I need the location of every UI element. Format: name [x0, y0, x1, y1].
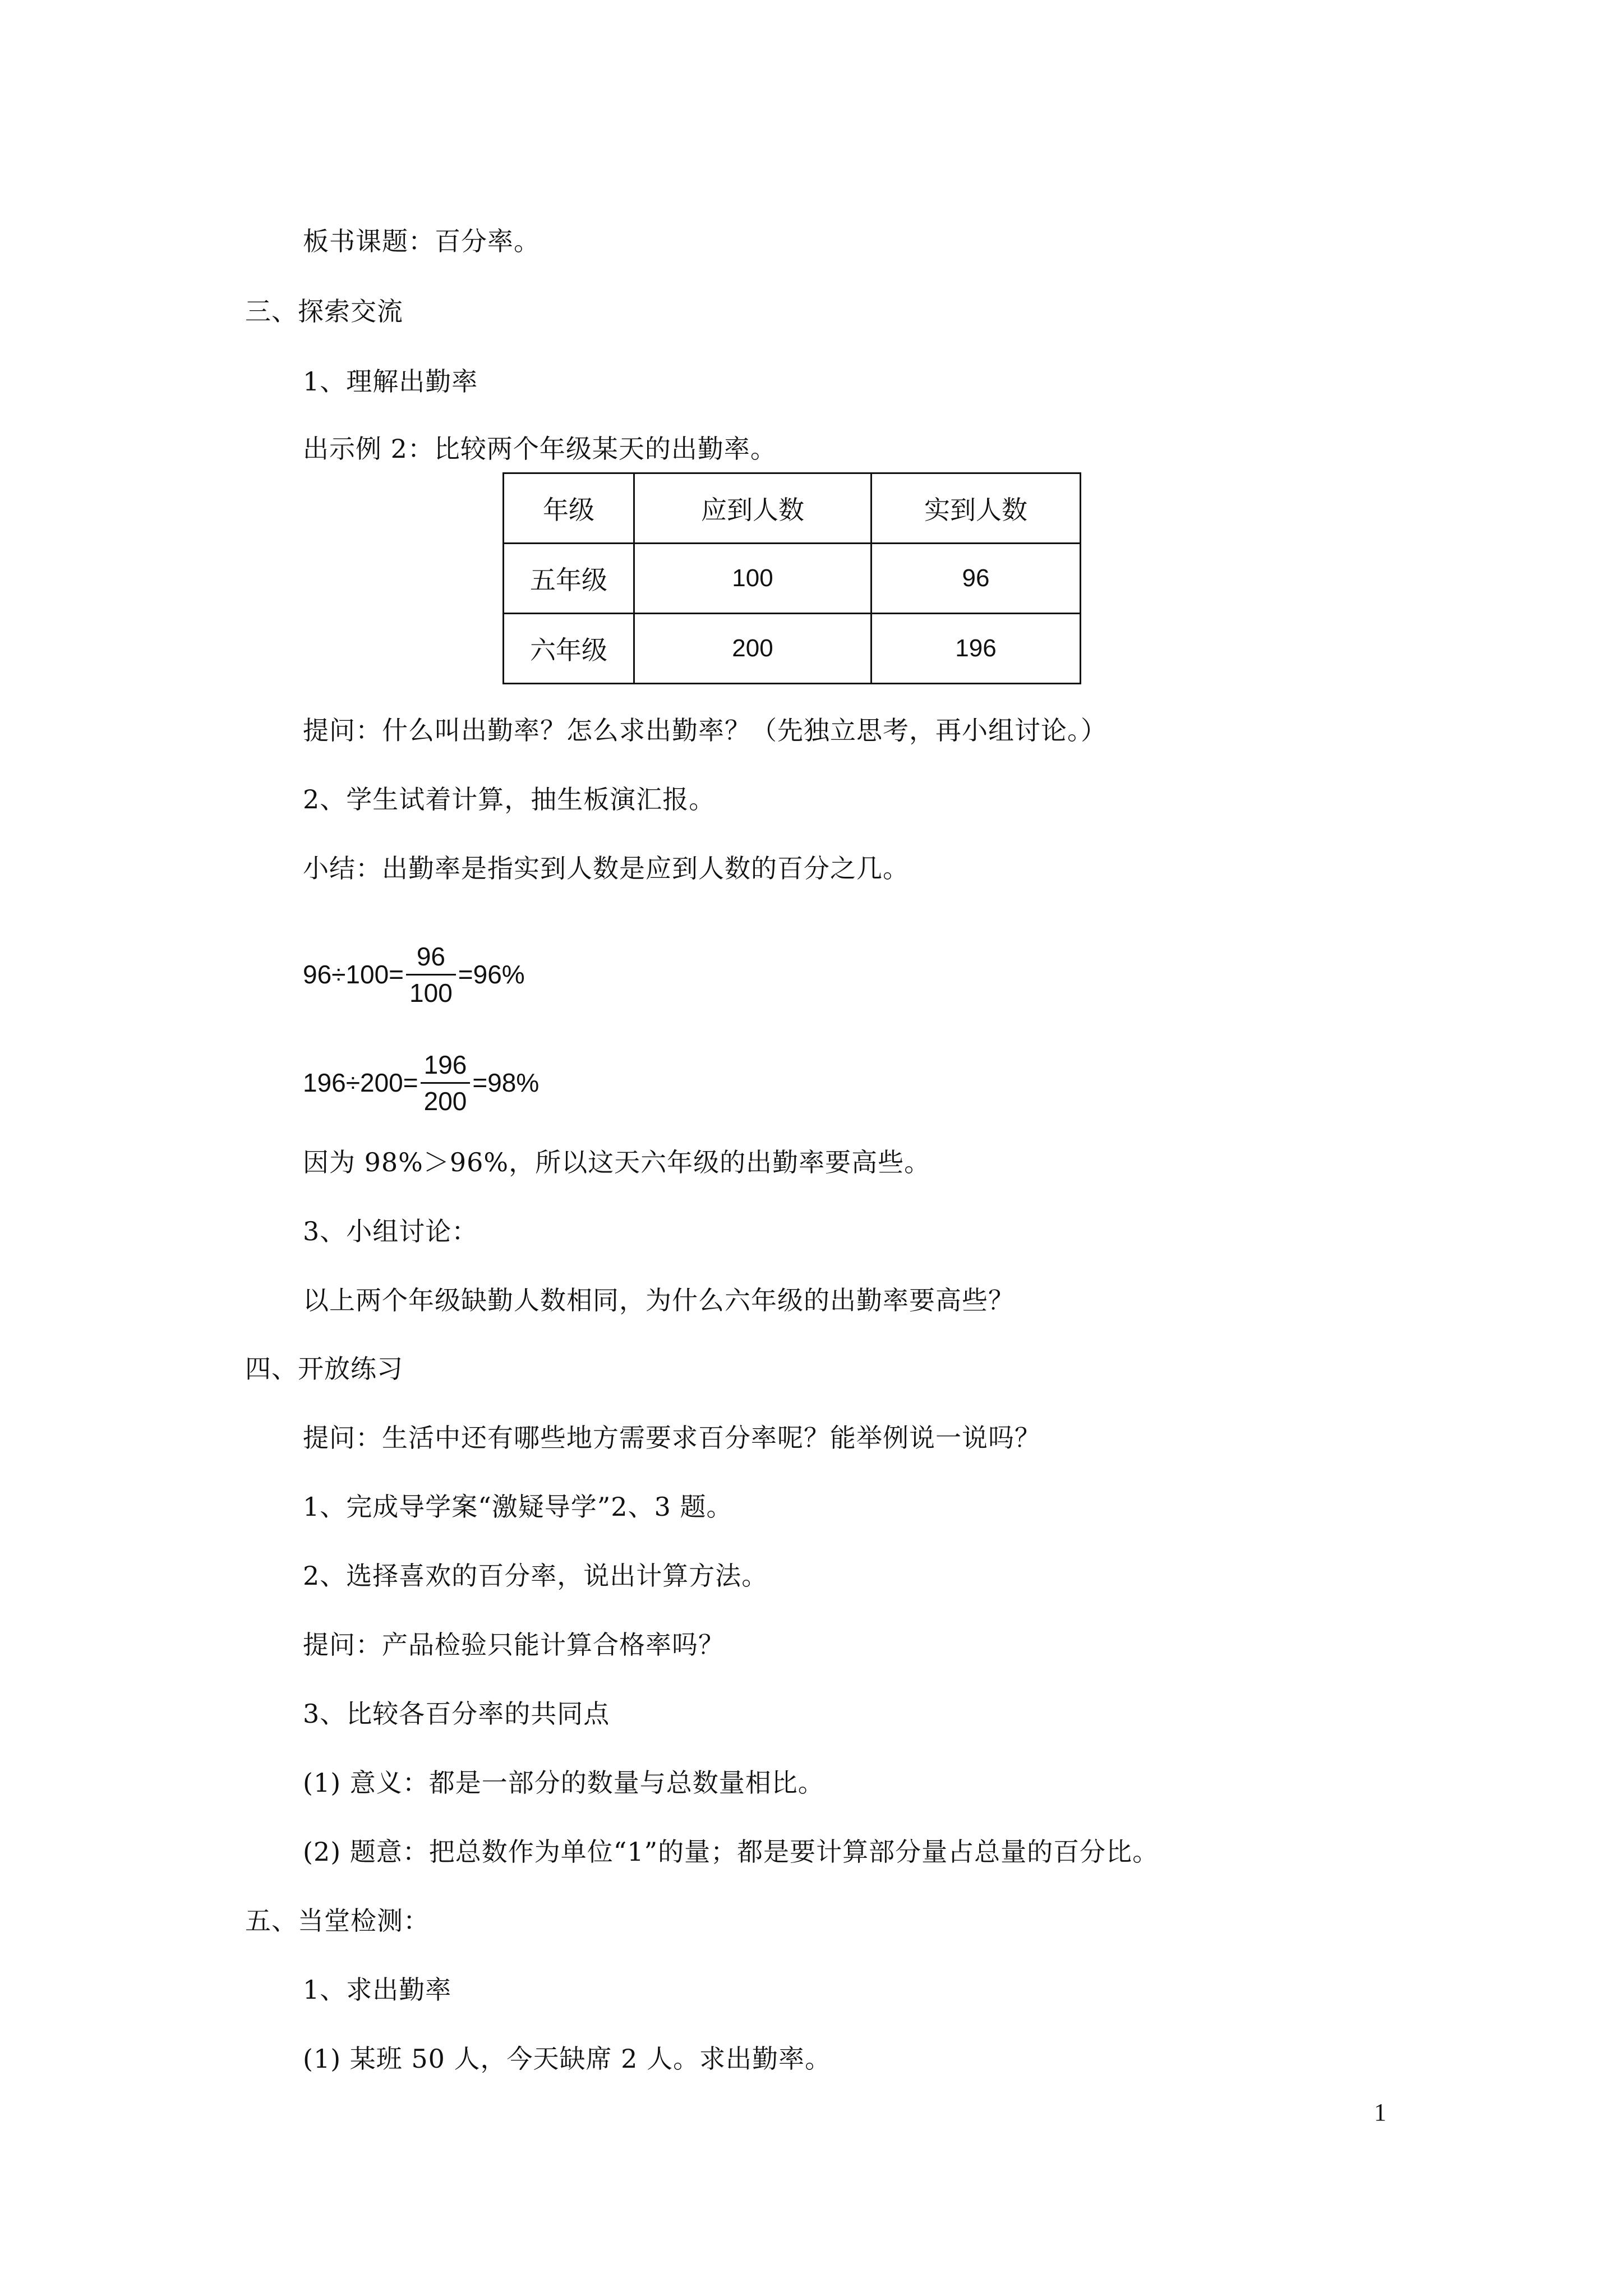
- table-header-row: [504, 473, 1081, 544]
- table-row: [504, 544, 1081, 614]
- fraction: [406, 939, 456, 1010]
- summary-line: 小结：出勤率是指实到人数是应到人数的百分之几。: [303, 853, 909, 884]
- table-cell: 196: [872, 614, 1081, 684]
- table-row: [504, 614, 1081, 684]
- table-cell: 100: [634, 544, 872, 614]
- attendance-table: [502, 472, 1081, 684]
- test-item-1-line: 1、求出勤率: [303, 1975, 452, 2005]
- discussion-question-line: 以上两个年级缺勤人数相同，为什么六年级的出勤率要高些？: [303, 1285, 1015, 1315]
- formula-lhs: 96÷100=: [303, 960, 404, 989]
- table-header-cell: 实到人数: [872, 473, 1081, 544]
- table-cell: 96: [872, 544, 1081, 614]
- exercise-2-line: 2、选择喜欢的百分率，说出计算方法。: [303, 1561, 768, 1591]
- section-3-heading: 三、探索交流: [245, 296, 403, 326]
- formula-sixth-grade: [303, 1038, 539, 1128]
- example-2-line: 出示例 2：比较两个年级某天的出勤率。: [303, 434, 777, 464]
- question-line: 提问：什么叫出勤率？怎么求出勤率？（先独立思考，再小组讨论。）: [303, 715, 1107, 746]
- problem-meaning-line: (2) 题意：把总数作为单位“1”的量；都是要计算部分量占总量的百分比。: [303, 1837, 1159, 1867]
- page-number: 1: [1374, 2099, 1386, 2126]
- table-cell: 200: [634, 614, 872, 684]
- formula-rhs: =98%: [472, 1068, 540, 1097]
- formula-lhs: 196÷200=: [303, 1068, 418, 1097]
- table-cell: 六年级: [504, 614, 634, 684]
- table-header-cell: 应到人数: [634, 473, 872, 544]
- meaning-line: (1) 意义：都是一部分的数量与总数量相比。: [303, 1768, 824, 1798]
- exercise-3-line: 3、比较各百分率的共同点: [303, 1699, 610, 1729]
- fraction-numerator: 96: [416, 941, 445, 971]
- fraction: [421, 1047, 471, 1119]
- table-header-cell: 年级: [504, 473, 634, 544]
- board-title-line: 板书课题：百分率。: [303, 226, 540, 256]
- fraction-denominator: 100: [409, 978, 453, 1007]
- formula-rhs: =96%: [458, 960, 525, 989]
- test-question-1-line: (1) 某班 50 人，今天缺席 2 人。求出勤率。: [303, 2044, 832, 2074]
- conclusion-line: 因为 98%＞96%，所以这天六年级的出勤率要高些。: [303, 1147, 931, 1177]
- group-discussion-line: 3、小组讨论：: [303, 1216, 478, 1246]
- fraction-numerator: 196: [423, 1050, 467, 1079]
- inspection-question-line: 提问：产品检验只能计算合格率吗？: [303, 1630, 725, 1660]
- fraction-denominator: 200: [423, 1086, 467, 1116]
- item-understand-attendance: 1、理解出勤率: [303, 366, 478, 397]
- formula-fifth-grade: [303, 930, 525, 1019]
- section-4-heading: 四、开放练习: [245, 1354, 403, 1384]
- section-5-heading: 五、当堂检测：: [245, 1906, 430, 1936]
- exercise-1-line: 1、完成导学案“激疑导学”2、3 题。: [303, 1492, 733, 1522]
- open-question-line: 提问：生活中还有哪些地方需要求百分率呢？能举例说一说吗？: [303, 1423, 1041, 1453]
- student-calc-line: 2、学生试着计算，抽生板演汇报。: [303, 784, 716, 815]
- table-cell: 五年级: [504, 544, 634, 614]
